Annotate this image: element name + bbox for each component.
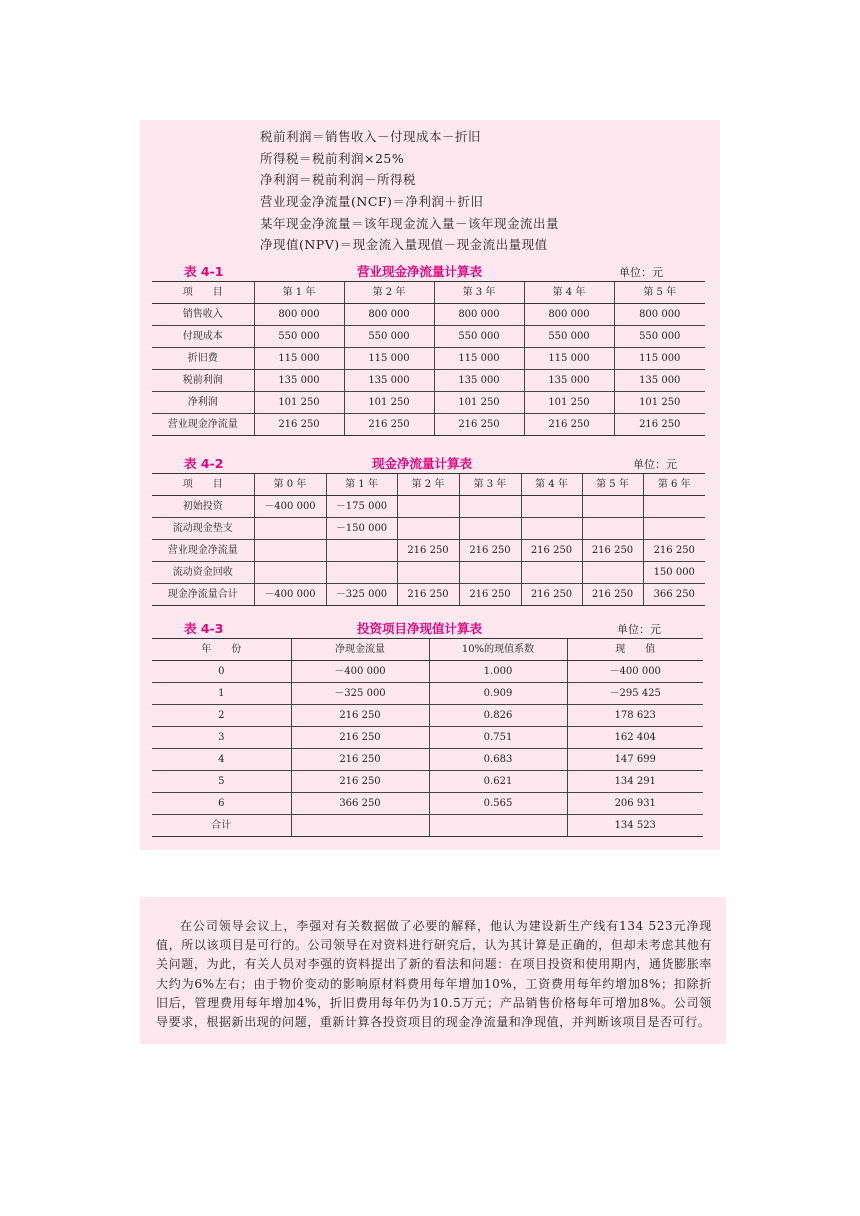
- header-year-1: 第 1 年: [326, 474, 397, 496]
- table-cell: －325 000: [291, 683, 429, 705]
- header-year-6: 第 6 年: [643, 474, 705, 496]
- table-cell: 115 000: [434, 348, 524, 370]
- table-cell: 101 250: [254, 392, 344, 414]
- table-cell: 销售收入: [152, 304, 254, 326]
- table-cell: 101 250: [344, 392, 434, 414]
- header-year-0: 第 0 年: [254, 474, 326, 496]
- table-row: [152, 727, 703, 749]
- table-cell: 合计: [152, 815, 291, 837]
- table-cell: 流动资金回收: [152, 562, 254, 584]
- table1-caption: [152, 260, 705, 280]
- formula-npv: 净现值(NPV)＝现金流入量现值－现金流出量现值: [260, 237, 548, 253]
- table-cell: 216 250: [397, 584, 459, 606]
- table-row: [152, 414, 705, 436]
- table-cell: 初始投资: [152, 496, 254, 518]
- table-cell: 800 000: [254, 304, 344, 326]
- table-cell: －400 000: [254, 496, 326, 518]
- table3-unit: 单位：元: [617, 623, 661, 636]
- table-cell: 1.000: [429, 661, 567, 683]
- table-cell: 216 250: [582, 540, 643, 562]
- table-cell: －295 425: [567, 683, 703, 705]
- table-cell: [521, 518, 582, 540]
- table-cell: 216 250: [397, 540, 459, 562]
- table-row: [152, 661, 703, 683]
- table-cell: 3: [152, 727, 291, 749]
- table-cell: 216 250: [521, 540, 582, 562]
- table-cell: [582, 518, 643, 540]
- table-cell: 216 250: [344, 414, 434, 436]
- table-cell: 折旧费: [152, 348, 254, 370]
- table-cell: 2: [152, 705, 291, 727]
- table-cell: [254, 518, 326, 540]
- table-cell: 216 250: [521, 584, 582, 606]
- table-cell: 营业现金净流量: [152, 414, 254, 436]
- table-cell: 206 931: [567, 793, 703, 815]
- table-cell: －400 000: [254, 584, 326, 606]
- table-cell: 550 000: [434, 326, 524, 348]
- table-cell: 0: [152, 661, 291, 683]
- table-cell: 216 250: [291, 705, 429, 727]
- table-row: [152, 749, 703, 771]
- table-cell: 付现成本: [152, 326, 254, 348]
- table-cell: －400 000: [567, 661, 703, 683]
- table-cell: 6: [152, 793, 291, 815]
- table-cell: [459, 496, 521, 518]
- table-cell: 115 000: [254, 348, 344, 370]
- case-discussion-paragraph: 在公司领导会议上，李强对有关数据做了必要的解释，他认为建设新生产线有134 523元净现值，所以该项目是可行的。公司领导在对资料进行研究后，认为其计算是正确的，但却未考虑其他有关问题，为此，有关人员对李强的资料提出了新的看法和问题：在项目投资和使用期内，通货膨胀率大约为6%左右；由于物价变动的影响原材料费用每年增加10%，工资费用每年约增加8%；扣除折旧后，管理费用每年增加4%，折旧费用每年仍为10.5万元；产品销售价格每年可增加8%。公司领导要求，根据新出现的问题，重新计算各投资项目的现金净流量和净现值，并判断该项目是否可行。: [156, 919, 712, 1030]
- table-cell: 216 250: [434, 414, 524, 436]
- table-cell: 216 250: [459, 584, 521, 606]
- table-cell: 162 404: [567, 727, 703, 749]
- table2-caption: [152, 452, 705, 472]
- table-cell: [459, 562, 521, 584]
- table-cell: －175 000: [326, 496, 397, 518]
- table-cell: 216 250: [643, 540, 705, 562]
- table-cell: 216 250: [291, 771, 429, 793]
- table-cell: 800 000: [614, 304, 705, 326]
- table-cell: 流动现金垫支: [152, 518, 254, 540]
- table-cell: 216 250: [254, 414, 344, 436]
- table-cell: 0.683: [429, 749, 567, 771]
- table-cell: [254, 540, 326, 562]
- table-cell: 550 000: [614, 326, 705, 348]
- header-year-5: 第 5 年: [582, 474, 643, 496]
- table-cell: 134 291: [567, 771, 703, 793]
- table-cell: [582, 562, 643, 584]
- table-cell: 216 250: [524, 414, 614, 436]
- table-cell: 147 699: [567, 749, 703, 771]
- table-cell: 0.751: [429, 727, 567, 749]
- table-cell: [397, 562, 459, 584]
- table-cell: 366 250: [643, 584, 705, 606]
- table-cell: 135 000: [614, 370, 705, 392]
- table-cell: [326, 540, 397, 562]
- table-cell: [521, 496, 582, 518]
- formula-list: [260, 126, 680, 256]
- table-row: [152, 348, 705, 370]
- table-cell: [643, 518, 705, 540]
- table-cell: [459, 518, 521, 540]
- table-cell: [582, 496, 643, 518]
- header-item: 项 目: [152, 474, 254, 496]
- table-cell: 178 623: [567, 705, 703, 727]
- table-cell: 5: [152, 771, 291, 793]
- table-cell: 800 000: [434, 304, 524, 326]
- npv-table: [152, 638, 703, 837]
- table-cell: 1: [152, 683, 291, 705]
- table-cell: －325 000: [326, 584, 397, 606]
- table-cell: 净利润: [152, 392, 254, 414]
- table-cell: 550 000: [344, 326, 434, 348]
- table3-caption: [152, 617, 703, 637]
- table-cell: 101 250: [434, 392, 524, 414]
- table-row: [152, 683, 703, 705]
- table-cell: 101 250: [614, 392, 705, 414]
- table-header-row: [152, 639, 703, 661]
- table-cell: 135 000: [434, 370, 524, 392]
- table3-title: 投资项目净现值计算表: [357, 621, 483, 636]
- table1-title: 营业现金净流量计算表: [357, 264, 483, 279]
- table-cell: 4: [152, 749, 291, 771]
- table-cell: [326, 562, 397, 584]
- table-cell: [643, 496, 705, 518]
- table-cell: 0.909: [429, 683, 567, 705]
- header-year-2: 第 2 年: [397, 474, 459, 496]
- table-cell: [397, 496, 459, 518]
- table-row: [152, 562, 705, 584]
- table-cell: 营业现金净流量: [152, 540, 254, 562]
- header-year-4: 第 4 年: [521, 474, 582, 496]
- table-cell: 216 250: [614, 414, 705, 436]
- table-cell: 216 250: [459, 540, 521, 562]
- formula-annual-ncf: 某年现金净流量＝该年现金流入量－该年现金流出量: [260, 215, 560, 231]
- table-cell: [521, 562, 582, 584]
- table-row: [152, 370, 705, 392]
- header-pv-factor: 10%的现值系数: [429, 639, 567, 661]
- table-cell: 现金净流量合计: [152, 584, 254, 606]
- table-cell: [429, 815, 567, 837]
- table-row: [152, 326, 705, 348]
- header-year-5: 第 5 年: [614, 282, 705, 304]
- header-present-value: 现 值: [567, 639, 703, 661]
- table-cell: 0.621: [429, 771, 567, 793]
- header-item: 项 目: [152, 282, 254, 304]
- table-cell: 366 250: [291, 793, 429, 815]
- table-row: [152, 392, 705, 414]
- table-cell: 135 000: [524, 370, 614, 392]
- table-cell: 216 250: [291, 727, 429, 749]
- header-year-3: 第 3 年: [459, 474, 521, 496]
- table2-number: 表 4-2: [184, 456, 224, 471]
- table-cell: 135 000: [344, 370, 434, 392]
- table-cell: 550 000: [524, 326, 614, 348]
- table-cell: 216 250: [291, 749, 429, 771]
- table-cell: 135 000: [254, 370, 344, 392]
- table-cell: 115 000: [524, 348, 614, 370]
- table-cell: 101 250: [524, 392, 614, 414]
- header-year: 年 份: [152, 639, 291, 661]
- formula-income-tax: 所得税＝税前利润×25%: [260, 150, 405, 166]
- table-header-row: [152, 282, 705, 304]
- table2-title: 现金净流量计算表: [372, 456, 473, 471]
- table-cell: 800 000: [344, 304, 434, 326]
- table-cell: 0.826: [429, 705, 567, 727]
- table1-unit: 单位：元: [619, 266, 663, 279]
- formula-pretax-profit: 税前利润＝销售收入－付现成本－折旧: [260, 129, 482, 144]
- formula-operating-ncf: 营业现金净流量(NCF)＝净利润＋折旧: [260, 194, 484, 210]
- formula-net-profit: 净利润＝税前利润－所得税: [260, 172, 417, 188]
- table-header-row: [152, 474, 705, 496]
- table-row: [152, 793, 703, 815]
- table-cell: 216 250: [582, 584, 643, 606]
- table-cell: 115 000: [344, 348, 434, 370]
- table-cell: 税前利润: [152, 370, 254, 392]
- table1-number: 表 4-1: [184, 264, 224, 279]
- table-row: [152, 584, 705, 606]
- table-row: [152, 540, 705, 562]
- table-cell: [397, 518, 459, 540]
- table-cell: 550 000: [254, 326, 344, 348]
- table3-number: 表 4-3: [184, 621, 224, 636]
- table-cell: 115 000: [614, 348, 705, 370]
- cash-flow-table: [152, 473, 705, 606]
- table-row: [152, 304, 705, 326]
- table-cell: 0.565: [429, 793, 567, 815]
- table-cell: [254, 562, 326, 584]
- operating-cash-flow-table: [152, 281, 705, 436]
- header-year-2: 第 2 年: [344, 282, 434, 304]
- table-row: [152, 815, 703, 837]
- table-cell: －150 000: [326, 518, 397, 540]
- header-net-cash-flow: 净现金流量: [291, 639, 429, 661]
- table-cell: 150 000: [643, 562, 705, 584]
- header-year-3: 第 3 年: [434, 282, 524, 304]
- table2-unit: 单位：元: [633, 458, 677, 471]
- table-row: [152, 705, 703, 727]
- table-row: [152, 496, 705, 518]
- header-year-4: 第 4 年: [524, 282, 614, 304]
- table-row: [152, 518, 705, 540]
- table-row: [152, 771, 703, 793]
- table-cell: 134 523: [567, 815, 703, 837]
- table-cell: 800 000: [524, 304, 614, 326]
- table-cell: [291, 815, 429, 837]
- header-year-1: 第 1 年: [254, 282, 344, 304]
- table-cell: －400 000: [291, 661, 429, 683]
